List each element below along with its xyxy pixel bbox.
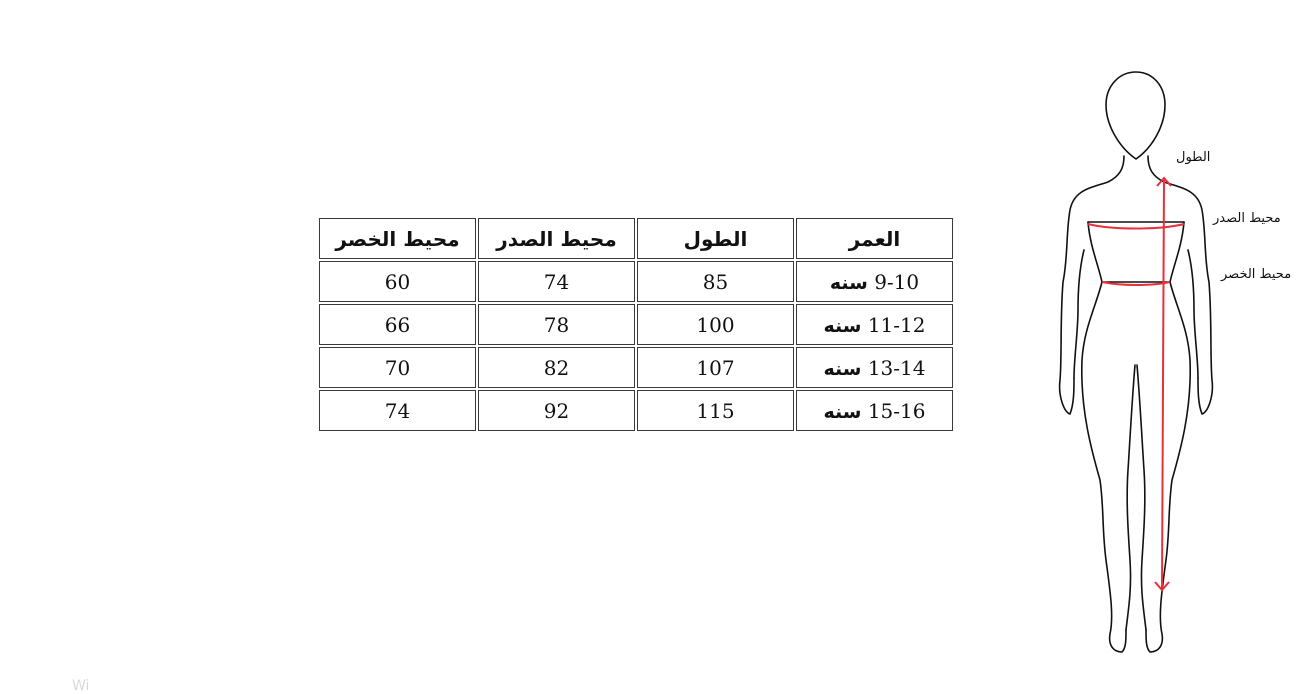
chest-measure-curve	[1088, 224, 1184, 229]
cell-waist: 60	[319, 261, 476, 302]
header-chest: محيط الصدر	[478, 218, 635, 259]
length-measure-line	[1162, 180, 1164, 588]
left-shoulder-arm	[1060, 156, 1124, 414]
cell-age	[796, 390, 953, 431]
cell-length: 107	[637, 347, 794, 388]
age-range: 13-14	[867, 355, 926, 380]
watermark-text: Wi	[72, 678, 90, 694]
table-row	[319, 261, 953, 302]
label-waist: محيط الخصر	[1221, 267, 1292, 282]
cell-length: 85	[637, 261, 794, 302]
cell-waist: 74	[319, 390, 476, 431]
head-outline	[1106, 72, 1165, 159]
cell-length: 115	[637, 390, 794, 431]
table-row	[319, 390, 953, 431]
age-range: 9-10	[874, 269, 920, 294]
cell-waist: 66	[319, 304, 476, 345]
header-length: الطول	[637, 218, 794, 259]
age-range: 15-16	[867, 398, 926, 423]
cell-chest: 92	[478, 390, 635, 431]
left-inner-leg	[1126, 365, 1135, 630]
right-shoulder-arm	[1148, 156, 1212, 414]
table-header-row	[319, 218, 953, 259]
cell-chest: 78	[478, 304, 635, 345]
age-unit: سنه	[829, 271, 868, 294]
table-row	[319, 347, 953, 388]
age-unit: سنه	[823, 357, 862, 380]
label-chest: محيط الصدر	[1213, 211, 1281, 226]
cell-chest: 82	[478, 347, 635, 388]
age-unit: سنه	[823, 400, 862, 423]
table-row	[319, 304, 953, 345]
cell-length: 100	[637, 304, 794, 345]
age-unit: سنه	[823, 314, 862, 337]
label-length: الطول	[1176, 150, 1211, 165]
age-range: 11-12	[867, 312, 926, 337]
size-chart-table	[317, 216, 955, 433]
cell-age	[796, 347, 953, 388]
cell-age	[796, 261, 953, 302]
right-torso-leg	[1146, 222, 1190, 652]
right-inner-leg	[1137, 365, 1146, 630]
cell-waist: 70	[319, 347, 476, 388]
header-age: العمر	[796, 218, 953, 259]
cell-age	[796, 304, 953, 345]
left-torso-leg	[1082, 222, 1126, 652]
header-waist: محيط الخصر	[319, 218, 476, 259]
cell-chest: 74	[478, 261, 635, 302]
